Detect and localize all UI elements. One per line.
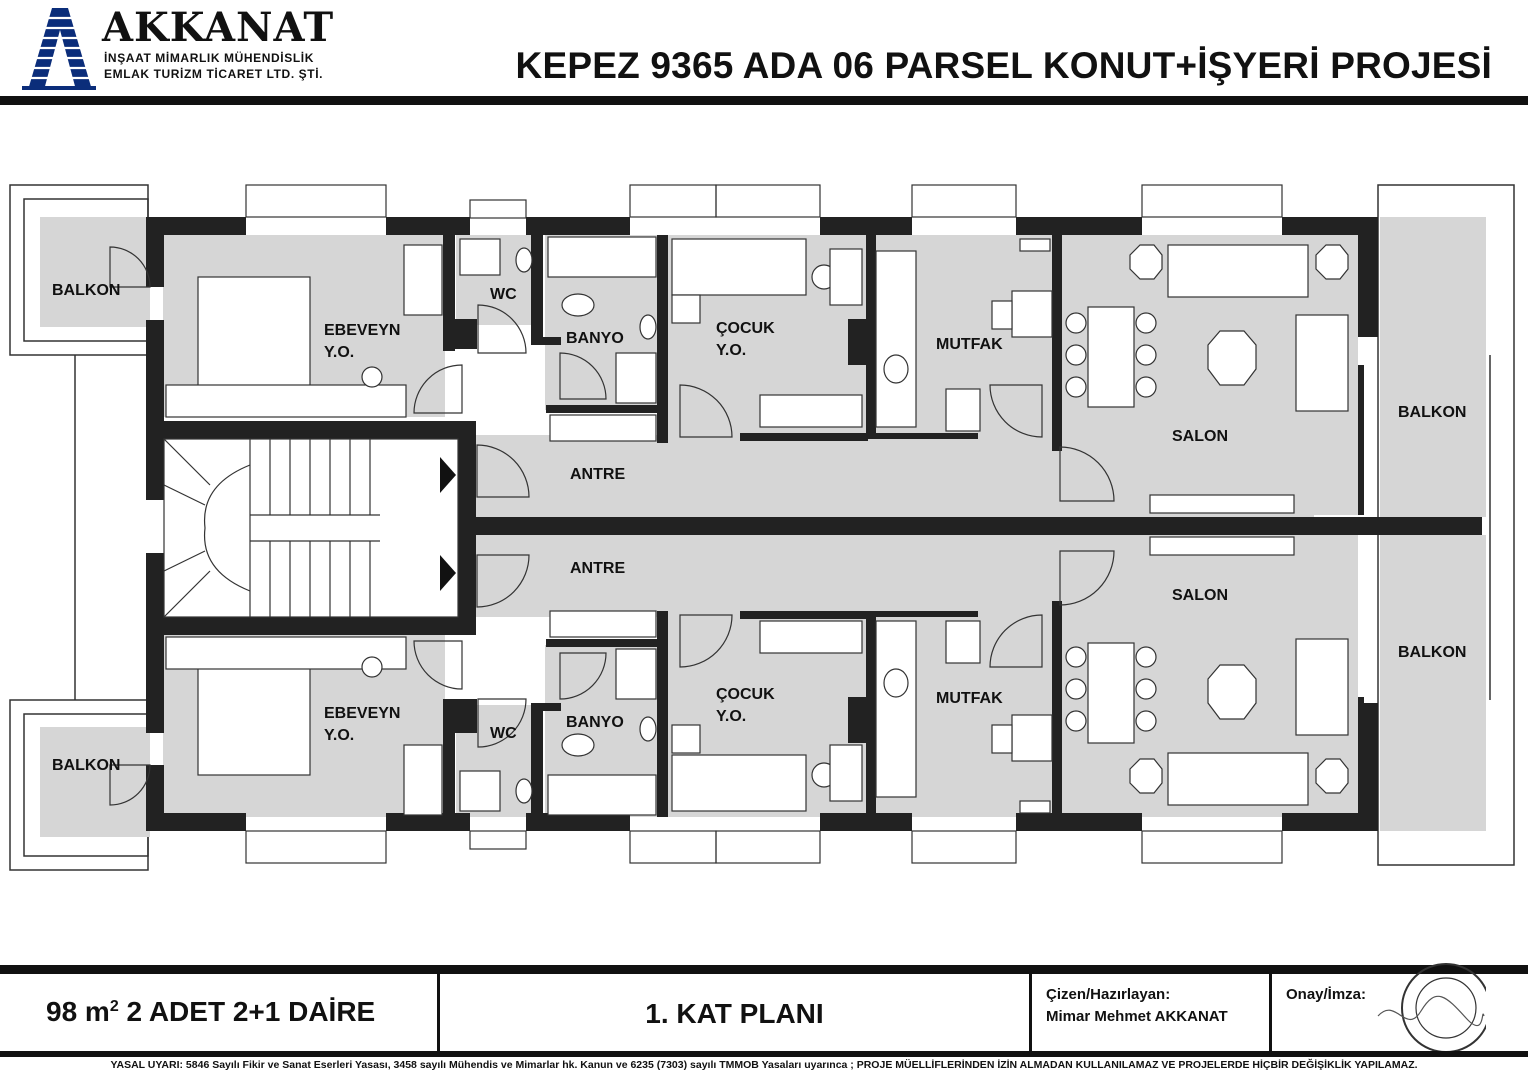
label-banyo-bottom: BANYO: [566, 714, 624, 731]
footer-divider-bottom: [0, 1051, 1528, 1057]
label-salon-top: SALON: [1172, 428, 1228, 445]
label-mutfak-bottom: MUTFAK: [936, 690, 1003, 707]
area-unit-exponent: 2: [109, 998, 119, 1015]
label-wc-top: WC: [490, 286, 517, 303]
unit-count: 2 ADET 2+1 DAİRE: [118, 996, 376, 1027]
label-balkon-ne: BALKON: [1398, 404, 1467, 421]
company-name: AKKANAT: [102, 4, 335, 51]
company-subtitle-line2: EMLAK TURİZM TİCARET LTD. ŞTİ.: [104, 67, 324, 81]
label-cocuk-bottom: ÇOCUK: [716, 686, 775, 703]
header-divider: [0, 96, 1528, 105]
label-banyo-top: BANYO: [566, 330, 624, 347]
architect-seal-icon: [1376, 956, 1486, 1056]
plan-name: 1. KAT PLANI: [645, 998, 824, 1029]
legal-warning: YASAL UYARI: 5846 Sayılı Fikir ve Sanat Eserleri Yasası, 3458 sayılı Mühendis ve Mimarlar hk. Kanun ve 6235 (7303) sayılı TMMOB Yasaları uyarınca ; PROJE MÜELLİFLERİNDEN İZİN ALMADAN KULLANILAMAZ VE PROJELERDE HİÇBİR DEĞİŞİKLİK YAPILAMAZ.: [110, 1059, 1418, 1071]
staircase: [164, 439, 458, 617]
company-logo-icon: [22, 6, 96, 90]
title-block-header: [0, 0, 1528, 104]
label-ebeveyn-bottom: EBEVEYN: [324, 705, 401, 722]
label-salon-bottom: SALON: [1172, 587, 1228, 604]
label-cocuk-top: ÇOCUK: [716, 320, 775, 337]
label-ebeveyn-top: EBEVEYN: [324, 322, 401, 339]
approval-cell: [1272, 974, 1528, 1051]
label-balkon-sw: BALKON: [52, 757, 121, 774]
label-wc-bottom: WC: [490, 725, 517, 742]
project-title: KEPEZ 9365 ADA 06 PARSEL KONUT+İŞYERİ PROJESİ: [515, 45, 1492, 86]
label-balkon-nw: BALKON: [52, 282, 121, 299]
footer-divider-top: [0, 965, 1528, 974]
label-antre-top: ANTRE: [570, 466, 626, 483]
label-antre-bottom: ANTRE: [570, 560, 626, 577]
label-yo-cocuk-top: Y.O.: [716, 342, 747, 359]
area-summary: [46, 996, 375, 1028]
plan-name-cell: [440, 974, 1032, 1051]
label-mutfak-top: MUTFAK: [936, 336, 1003, 353]
title-block-footer: [0, 965, 1528, 1080]
label-yo-ebeveyn-bottom: Y.O.: [324, 727, 355, 744]
floor-plan-drawing: [0, 105, 1528, 965]
author-name: Mimar Mehmet AKKANAT: [1046, 1008, 1228, 1025]
label-yo-ebeveyn-top: Y.O.: [324, 344, 355, 361]
label-balkon-se: BALKON: [1398, 644, 1467, 661]
label-yo-cocuk-bottom: Y.O.: [716, 708, 747, 725]
approval-label: Onay/İmza:: [1286, 986, 1367, 1003]
author-label: Çizen/Hazırlayan:: [1046, 986, 1171, 1003]
author-cell: [1032, 974, 1272, 1051]
floor-plan: [0, 105, 1528, 965]
area-value: 98 m: [46, 996, 110, 1027]
company-subtitle-line1: İNŞAAT MİMARLIK MÜHENDİSLİK: [104, 51, 314, 65]
area-cell: [0, 974, 440, 1051]
